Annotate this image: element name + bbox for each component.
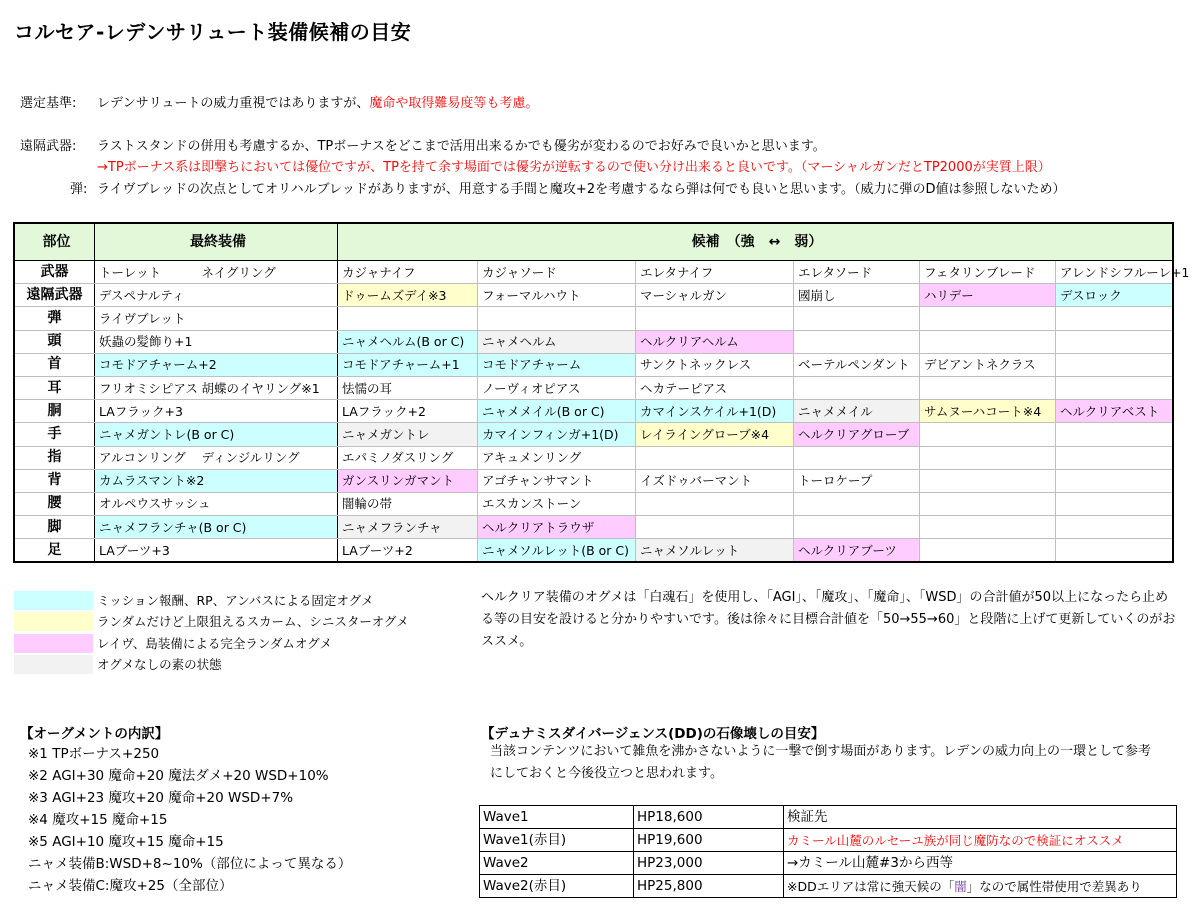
final-equipment: コモドアチャーム+2 [95, 353, 338, 376]
candidate-equipment [1056, 539, 1173, 562]
table-row [15, 492, 1173, 515]
candidate-equipment: 國崩し [794, 284, 920, 307]
legend-label-fixed: ミッション報酬、RP、アンバスによる固定オグメ [97, 593, 374, 608]
candidate-equipment: ニャメフランチャ [338, 516, 478, 539]
hercules-note: ヘルクリア装備のオグメは「白魂石」を使用し、「AGI」、「魔攻」、「魔命」、「WSD」の合計値が50以上になったら止める等の目安を設けると分かりやすいです。後は徐々に目標合計値を「50→55→60」と段階に上げて更新していくのがおススメ。 [481, 590, 1176, 649]
table-row [15, 330, 1173, 353]
dd-row [480, 806, 1177, 829]
candidate-equipment: エレタナイフ [636, 261, 794, 284]
candidate-equipment [794, 330, 920, 353]
candidate-equipment: ヘルクリアトラウザ [478, 516, 636, 539]
augment-item: ニャメ装備B:WSD+8~10%（部位によって異なる） [28, 856, 352, 872]
candidate-equipment: 怯懦の耳 [338, 376, 478, 399]
dd-table [479, 805, 1177, 898]
candidate-equipment: ハリデー [920, 284, 1056, 307]
dd-row [480, 875, 1177, 898]
part-cell: 胴 [15, 400, 95, 423]
part-cell: 指 [15, 446, 95, 469]
dd-title: 【デュナミスダイバージェンス(DD)の石像壊しの目安】 [481, 726, 825, 742]
candidate-equipment [920, 492, 1056, 515]
dd-note-a: 検証先 [787, 808, 828, 825]
legend-swatch-full-random [14, 634, 93, 653]
candidate-equipment: ノーヴィオピアス [478, 376, 636, 399]
candidate-equipment: エレタソード [794, 261, 920, 284]
dd-wave: Wave1 [480, 806, 634, 829]
table-row [15, 261, 1173, 284]
final-equipment: デスペナルティ [95, 284, 338, 307]
candidate-equipment: アレンドシフルーレ+1 [1056, 261, 1173, 284]
candidate-equipment: ヘルクリアベスト [1056, 400, 1173, 423]
part-cell: 遠隔武器 [15, 284, 95, 307]
table-row [15, 353, 1173, 376]
equipment-table [14, 223, 1190, 562]
candidate-equipment: ニャメメイル [794, 400, 920, 423]
dd-note-dark: 闇 [954, 878, 967, 894]
candidate-equipment [920, 446, 1056, 469]
bullet-label: 弾: [70, 182, 88, 197]
candidate-equipment [920, 516, 1056, 539]
candidate-equipment: アキュメンリング [478, 446, 636, 469]
legend-label-full-random: レイヴ、島装備による完全ランダムオグメ [97, 636, 333, 651]
candidate-equipment: デビアントネクラス [920, 353, 1056, 376]
candidate-equipment [1056, 446, 1173, 469]
candidate-equipment: ヘルクリアヘルム [636, 330, 794, 353]
ranged-label: 遠隔武器: [20, 139, 77, 154]
candidate-equipment [636, 516, 794, 539]
part-cell: 耳 [15, 376, 95, 399]
part-cell: 腰 [15, 492, 95, 515]
candidate-equipment: カジャソード [478, 261, 636, 284]
candidate-equipment [794, 446, 920, 469]
table-row [15, 307, 1173, 330]
candidate-equipment: カマインスケイル+1(D) [636, 400, 794, 423]
table-row [15, 400, 1173, 423]
candidate-equipment: LAブーツ+2 [338, 539, 478, 562]
part-cell: 武器 [15, 261, 95, 284]
candidate-equipment: イズドゥバーマント [636, 469, 794, 492]
dd-note-a: ※DDエリアは常に強天候の「 [787, 878, 955, 894]
table-row [15, 469, 1173, 492]
candidate-equipment [478, 307, 636, 330]
dd-wave: Wave2 [480, 852, 634, 875]
candidate-equipment: サムヌーハコート※4 [920, 400, 1056, 423]
candidate-equipment [920, 376, 1056, 399]
legend-label-none: オグメなしの素の状態 [97, 657, 222, 672]
table-row [15, 376, 1173, 399]
candidate-equipment: エパミノダスリング [338, 446, 478, 469]
candidate-equipment [794, 516, 920, 539]
header-candidates: 候補 （強 ↔ 弱） [338, 224, 1173, 261]
candidate-equipment: コモドアチャーム [478, 353, 636, 376]
dd-wave: Wave1(赤目) [480, 829, 634, 852]
dd-hp: HP18,600 [634, 806, 784, 829]
candidate-equipment: ニャメソルレット [636, 539, 794, 562]
candidate-equipment: ヘルクリアグローブ [794, 423, 920, 446]
candidate-equipment [1056, 330, 1173, 353]
final-equipment: カムラスマント※2 [95, 469, 338, 492]
dd-text-1: 当該コンテンツにおいて雑魚を沸かさないように一撃で倒す場面があります。レデンの威力向上の一環として参考 [490, 744, 1152, 759]
candidate-equipment [920, 539, 1056, 562]
final-equipment: ネイグリング [198, 261, 338, 284]
final-equipment: 胡蝶のイヤリング※1 [198, 376, 338, 399]
candidate-equipment: アゴチャンサマント [478, 469, 636, 492]
dd-note-a: →カミール山麓#3から西等 [787, 854, 953, 871]
part-cell: 脚 [15, 516, 95, 539]
candidate-equipment [920, 469, 1056, 492]
candidate-equipment: ニャメメイル(B or C) [478, 400, 636, 423]
candidate-equipment [1056, 307, 1173, 330]
final-equipment: オルペウスサッシュ [95, 492, 338, 515]
table-row [15, 516, 1173, 539]
legend-swatch-none [14, 655, 93, 674]
candidate-equipment [1056, 469, 1173, 492]
part-cell: 頭 [15, 330, 95, 353]
legend-swatch-fixed [14, 591, 93, 610]
augment-item: ※2 AGI+30 魔命+20 魔法ダメ+20 WSD+10% [28, 768, 329, 784]
candidate-equipment: マーシャルガン [636, 284, 794, 307]
candidate-equipment [636, 446, 794, 469]
candidate-equipment: エスカンストーン [478, 492, 636, 515]
candidate-equipment: コモドアチャーム+1 [338, 353, 478, 376]
candidate-equipment: ニャメガントレ [338, 423, 478, 446]
final-equipment: LAブーツ+3 [95, 539, 338, 562]
criteria-label: 選定基準: [20, 96, 77, 111]
part-cell: 背 [15, 469, 95, 492]
dd-note [784, 875, 1177, 898]
table-row [15, 284, 1173, 307]
table-row [15, 446, 1173, 469]
candidate-equipment [636, 492, 794, 515]
candidate-equipment: LAフラック+2 [338, 400, 478, 423]
ranged-note: →TPボーナス系は即撃ちにおいては優位ですが、TPを持て余す場面では優劣が逆転するので使い分け出来ると良いです。（マーシャルガンだとTP2000が実質上限） [97, 160, 1051, 175]
candidate-equipment: レイライングローブ※4 [636, 423, 794, 446]
candidate-equipment: ベーテルペンダント [794, 353, 920, 376]
candidate-equipment [794, 376, 920, 399]
dd-note-c: 」なので属性帯使用で差異あり [966, 878, 1142, 894]
final-equipment: アルコンリング [95, 446, 198, 469]
augment-item: ※3 AGI+23 魔攻+20 魔命+20 WSD+7% [28, 790, 294, 806]
table-row [15, 423, 1173, 446]
candidate-equipment [794, 492, 920, 515]
candidate-equipment: トーロケープ [794, 469, 920, 492]
candidate-equipment [920, 423, 1056, 446]
final-equipment: ニャメフランチャ(B or C) [95, 516, 338, 539]
candidate-equipment: ガンスリンガマント [338, 469, 478, 492]
candidate-equipment: ニャメヘルム(B or C) [338, 330, 478, 353]
candidate-equipment [794, 307, 920, 330]
candidate-equipment [1056, 516, 1173, 539]
candidate-equipment: カジャナイフ [338, 261, 478, 284]
final-equipment: トーレット [95, 261, 198, 284]
candidate-equipment: ニャメヘルム [478, 330, 636, 353]
final-equipment: ディンジルリング [198, 446, 338, 469]
final-equipment: フリオミシピアス [95, 376, 198, 399]
dd-hp: HP19,600 [634, 829, 784, 852]
candidate-equipment: ニャメソルレット(B or C) [478, 539, 636, 562]
dd-wave: Wave2(赤目) [480, 875, 634, 898]
ranged-text: ラストスタンドの併用も考慮するか、TPボーナスをどこまで活用出来るかでも優劣が変わるのでお好みで良いかと思います。 [97, 139, 826, 154]
legend-label-random-cap: ランダムだけど上限狙えるスカーム、シニスターオグメ [97, 614, 409, 629]
augment-item: ニャメ装備C:魔攻+25（全部位） [28, 878, 233, 894]
part-cell: 手 [15, 423, 95, 446]
candidate-equipment [636, 307, 794, 330]
augment-item: ※5 AGI+10 魔攻+15 魔命+15 [28, 834, 224, 850]
dd-note [784, 852, 1177, 875]
header-final: 最終装備 [95, 224, 338, 261]
dd-note [784, 829, 1177, 852]
dd-note [784, 806, 1177, 829]
dd-hp: HP23,000 [634, 852, 784, 875]
candidate-equipment: ヘカテーピアス [636, 376, 794, 399]
candidate-equipment [338, 307, 478, 330]
candidate-equipment: フォーマルハウト [478, 284, 636, 307]
final-equipment: ニャメガントレ(B or C) [95, 423, 338, 446]
candidate-equipment: ドゥームズデイ※3 [338, 284, 478, 307]
table-row [15, 539, 1173, 562]
legend-swatch-random-cap [14, 612, 93, 631]
part-cell: 足 [15, 539, 95, 562]
augment-item: ※4 魔攻+15 魔命+15 [28, 812, 168, 828]
final-equipment: LAフラック+3 [95, 400, 338, 423]
candidate-equipment [1056, 423, 1173, 446]
augment-item: ※1 TPボーナス+250 [28, 746, 160, 762]
candidate-equipment: デスロック [1056, 284, 1173, 307]
candidate-equipment [1056, 353, 1173, 376]
candidate-equipment [920, 307, 1056, 330]
bullet-text: ライヴブレッドの次点としてオリハルブレッドがありますが、用意する手間と魔攻+2を考慮するなら弾は何でも良いと思います。（威力に弾のD値は参照しないため） [97, 182, 1066, 197]
part-cell: 弾 [15, 307, 95, 330]
candidate-equipment [1056, 376, 1173, 399]
dd-text-2: にしておくと今後役立つと思われます。 [490, 766, 723, 781]
table-header-row [15, 224, 1173, 261]
dd-row [480, 852, 1177, 875]
candidate-equipment [920, 330, 1056, 353]
criteria-text-black: レデンサリュートの威力重視ではありますが、 [97, 96, 370, 111]
final-equipment: 妖蟲の髪飾り+1 [95, 330, 338, 353]
dd-hp: HP25,800 [634, 875, 784, 898]
dd-row [480, 829, 1177, 852]
header-part: 部位 [15, 224, 95, 261]
augments-title: 【オーグメントの内訳】 [20, 726, 169, 742]
candidate-equipment: ヘルクリアブーツ [794, 539, 920, 562]
candidate-equipment [1056, 492, 1173, 515]
candidate-equipment: 闇輪の帯 [338, 492, 478, 515]
dd-note-red: カミール山麓のルセーユ族が同じ魔防なので検証にオススメ [787, 832, 1124, 848]
criteria-text-red: 魔命や取得難易度等も考慮。 [369, 96, 539, 111]
criteria-text [97, 95, 538, 113]
candidate-equipment: サンクトネックレス [636, 353, 794, 376]
part-cell: 首 [15, 353, 95, 376]
page-title: コルセア-レデンサリュート装備候補の目安 [14, 20, 412, 44]
candidate-equipment: カマインフィンガ+1(D) [478, 423, 636, 446]
final-equipment: ライヴブレット [95, 307, 338, 330]
candidate-equipment: フェタリンブレード [920, 261, 1056, 284]
